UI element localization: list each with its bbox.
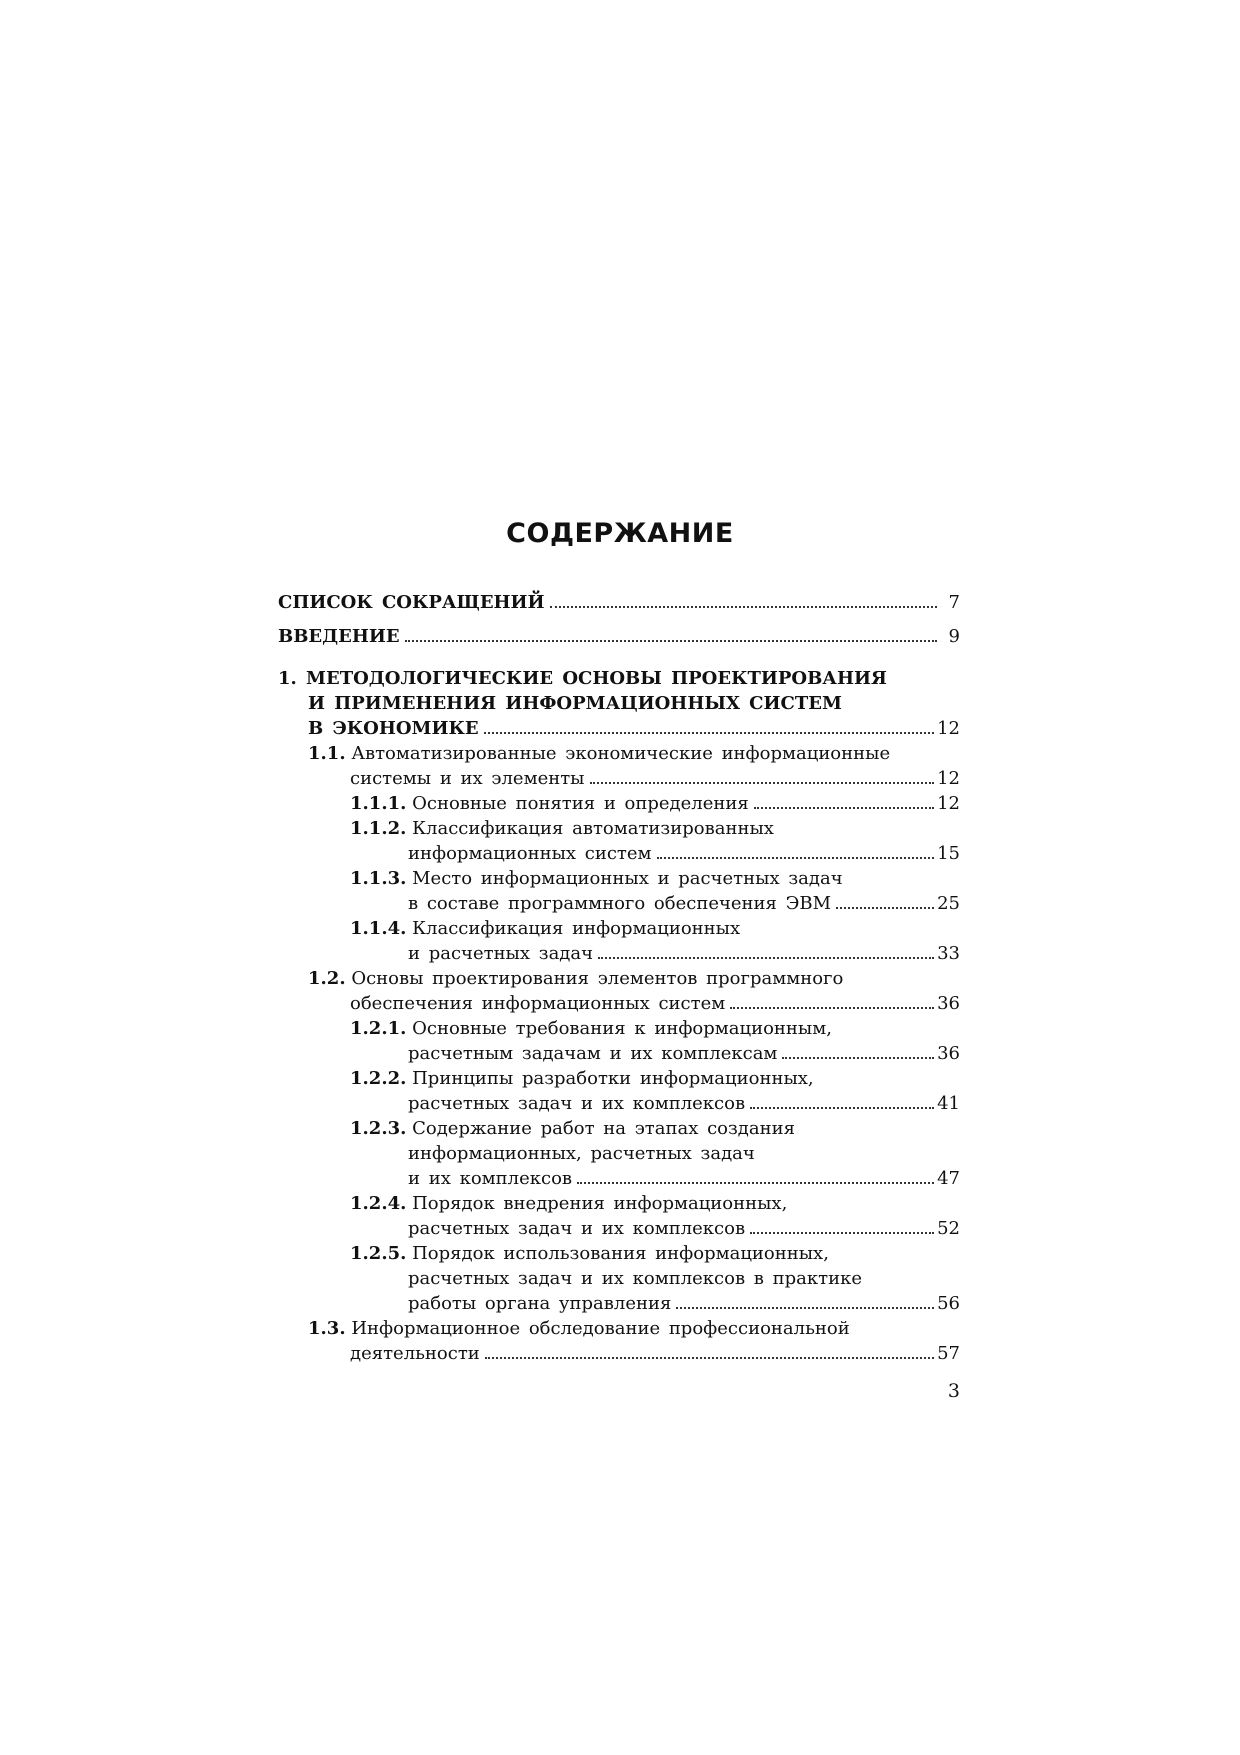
section-number: 1.3. [308,1318,346,1339]
section-number: 1.2.2. [350,1068,407,1089]
toc-section-1-1-2-line-1[interactable] [350,816,960,841]
toc-entry-title: Содержание работ на этапах создания [412,1118,795,1139]
dot-leader [590,781,935,784]
section-number: 1.2.4. [350,1193,407,1214]
toc-section-1-2-3-line-2[interactable] [408,1141,960,1166]
toc-entry-title: обеспечения информационных систем [350,993,726,1014]
dot-leader [485,1356,934,1359]
toc-page-number: 15 [937,843,960,864]
toc-entry-introduction[interactable] [278,624,960,649]
section-number: 1.1.2. [350,818,407,839]
dot-leader [754,806,934,809]
toc-section-1-1-3-line-2[interactable] [408,891,960,916]
toc-chapter-1-line-3[interactable] [308,716,960,741]
toc-chapter-1-line-2[interactable] [308,691,960,716]
toc-section-1-1-line-1[interactable] [308,741,960,766]
toc-entry-title: Классификация информационных [412,918,741,939]
toc-page-number: 47 [937,1168,960,1189]
toc-section-1-3-line-2[interactable] [350,1341,960,1366]
toc-entry-title: Основы проектирования элементов программного [351,968,844,989]
section-number: 1.2.1. [350,1018,407,1039]
toc-entry-title: Автоматизированные экономические информационные [351,743,891,764]
toc-chapter-1-line-1[interactable] [278,666,960,691]
toc-page-number: 12 [937,768,960,789]
section-number: 1.1. [308,743,346,764]
toc-entry-title: И ПРИМЕНЕНИЯ ИНФОРМАЦИОННЫХ СИСТЕМ [308,693,842,714]
toc-entry-title: расчетных задач и их комплексов [408,1093,746,1114]
toc-entry-title: 1. МЕТОДОЛОГИЧЕСКИЕ ОСНОВЫ ПРОЕКТИРОВАНИЯ [278,668,887,689]
toc-entry-title: Основные требования к информационным, [412,1018,832,1039]
section-number: 1.2.5. [350,1243,407,1264]
toc-entry-title: СПИСОК СОКРАЩЕНИЙ [278,592,545,613]
toc-entry-title: расчетных задач и их комплексов в практике [408,1268,863,1289]
toc-page-number: 12 [937,718,960,739]
toc-page-number: 57 [937,1343,960,1364]
toc-page-number: 36 [937,1043,960,1064]
dot-leader [750,1231,934,1234]
toc-entry-title: информационных систем [408,843,652,864]
dot-leader [782,1056,934,1059]
toc-page-number: 33 [937,943,960,964]
dot-leader [676,1306,934,1309]
toc-section-1-2-4-line-2[interactable] [408,1216,960,1241]
toc-entry-title: Классификация автоматизированных [412,818,774,839]
toc-entry-title: расчетным задачам и их комплексам [408,1043,778,1064]
toc-section-1-2-5-line-3[interactable] [408,1291,960,1316]
toc-entry-title: Информационное обследование профессиональной [351,1318,850,1339]
toc-entry-title: деятельности [350,1343,480,1364]
toc-page-number: 36 [937,993,960,1014]
toc-entry-title: работы органа управления [408,1293,672,1314]
dot-leader [484,731,935,734]
toc-section-1-3-line-1[interactable] [308,1316,960,1341]
toc-section-1-1-4-line-1[interactable] [350,916,960,941]
toc-entry-title: в составе программного обеспечения ЭВМ [408,893,832,914]
toc-section-1-1-4-line-2[interactable] [408,941,960,966]
dot-leader [577,1181,934,1184]
section-number: 1.1.4. [350,918,407,939]
dot-leader [730,1006,934,1009]
dot-leader [750,1106,934,1109]
toc-entry-title: системы и их элементы [350,768,585,789]
toc-section-1-2-1-line-1[interactable] [350,1016,960,1041]
toc-page-number: 7 [948,592,960,613]
toc-entry-abbreviations[interactable] [278,590,960,615]
toc-section-1-1-1[interactable] [350,791,960,816]
toc-entry-title: Место информационных и расчетных задач [412,868,843,889]
toc-entry-title: Порядок внедрения информационных, [412,1193,788,1214]
page-folio-number: 3 [947,1380,960,1402]
toc-section-1-1-2-line-2[interactable] [408,841,960,866]
toc-section-1-2-5-line-1[interactable] [350,1241,960,1266]
toc-page-number: 9 [948,626,960,647]
toc-section-1-2-line-2[interactable] [350,991,960,1016]
section-number: 1.1.3. [350,868,407,889]
toc-entry-title: информационных, расчетных задач [408,1143,755,1164]
toc-section-1-2-line-1[interactable] [308,966,960,991]
toc-section-1-1-line-2[interactable] [350,766,960,791]
toc-section-1-2-2-line-2[interactable] [408,1091,960,1116]
toc-page-number: 25 [937,893,960,914]
toc-section-1-2-5-line-2[interactable] [408,1266,960,1291]
toc-entry-title: и расчетных задач [408,943,594,964]
toc-section-1-1-3-line-1[interactable] [350,866,960,891]
toc-section-1-2-3-line-3[interactable] [408,1166,960,1191]
toc-entry-title: Принципы разработки информационных, [412,1068,814,1089]
toc-entry-title: В ЭКОНОМИКЕ [308,718,479,739]
toc-page-number: 41 [937,1093,960,1114]
dot-leader [657,856,935,859]
toc-entry-title: Порядок использования информационных, [412,1243,829,1264]
section-number: 1.1.1. [350,793,407,814]
toc-entry-title: Основные понятия и определения [412,793,749,814]
section-number: 1.2.3. [350,1118,407,1139]
page-title: СОДЕРЖАНИЕ [506,518,734,549]
toc-page-number: 52 [937,1218,960,1239]
toc-entry-title: расчетных задач и их комплексов [408,1218,746,1239]
toc-page-number: 12 [937,793,960,814]
toc-page-number: 56 [937,1293,960,1314]
toc-entry-title: ВВЕДЕНИЕ [278,626,400,647]
dot-leader [598,956,934,959]
dot-leader [836,906,934,909]
section-number: 1.2. [308,968,346,989]
dot-leader [405,639,937,642]
toc-section-1-2-2-line-1[interactable] [350,1066,960,1091]
toc-section-1-2-4-line-1[interactable] [350,1191,960,1216]
toc-section-1-2-3-line-1[interactable] [350,1116,960,1141]
toc-entry-title: и их комплексов [408,1168,573,1189]
dot-leader [550,605,937,608]
toc-section-1-2-1-line-2[interactable] [408,1041,960,1066]
